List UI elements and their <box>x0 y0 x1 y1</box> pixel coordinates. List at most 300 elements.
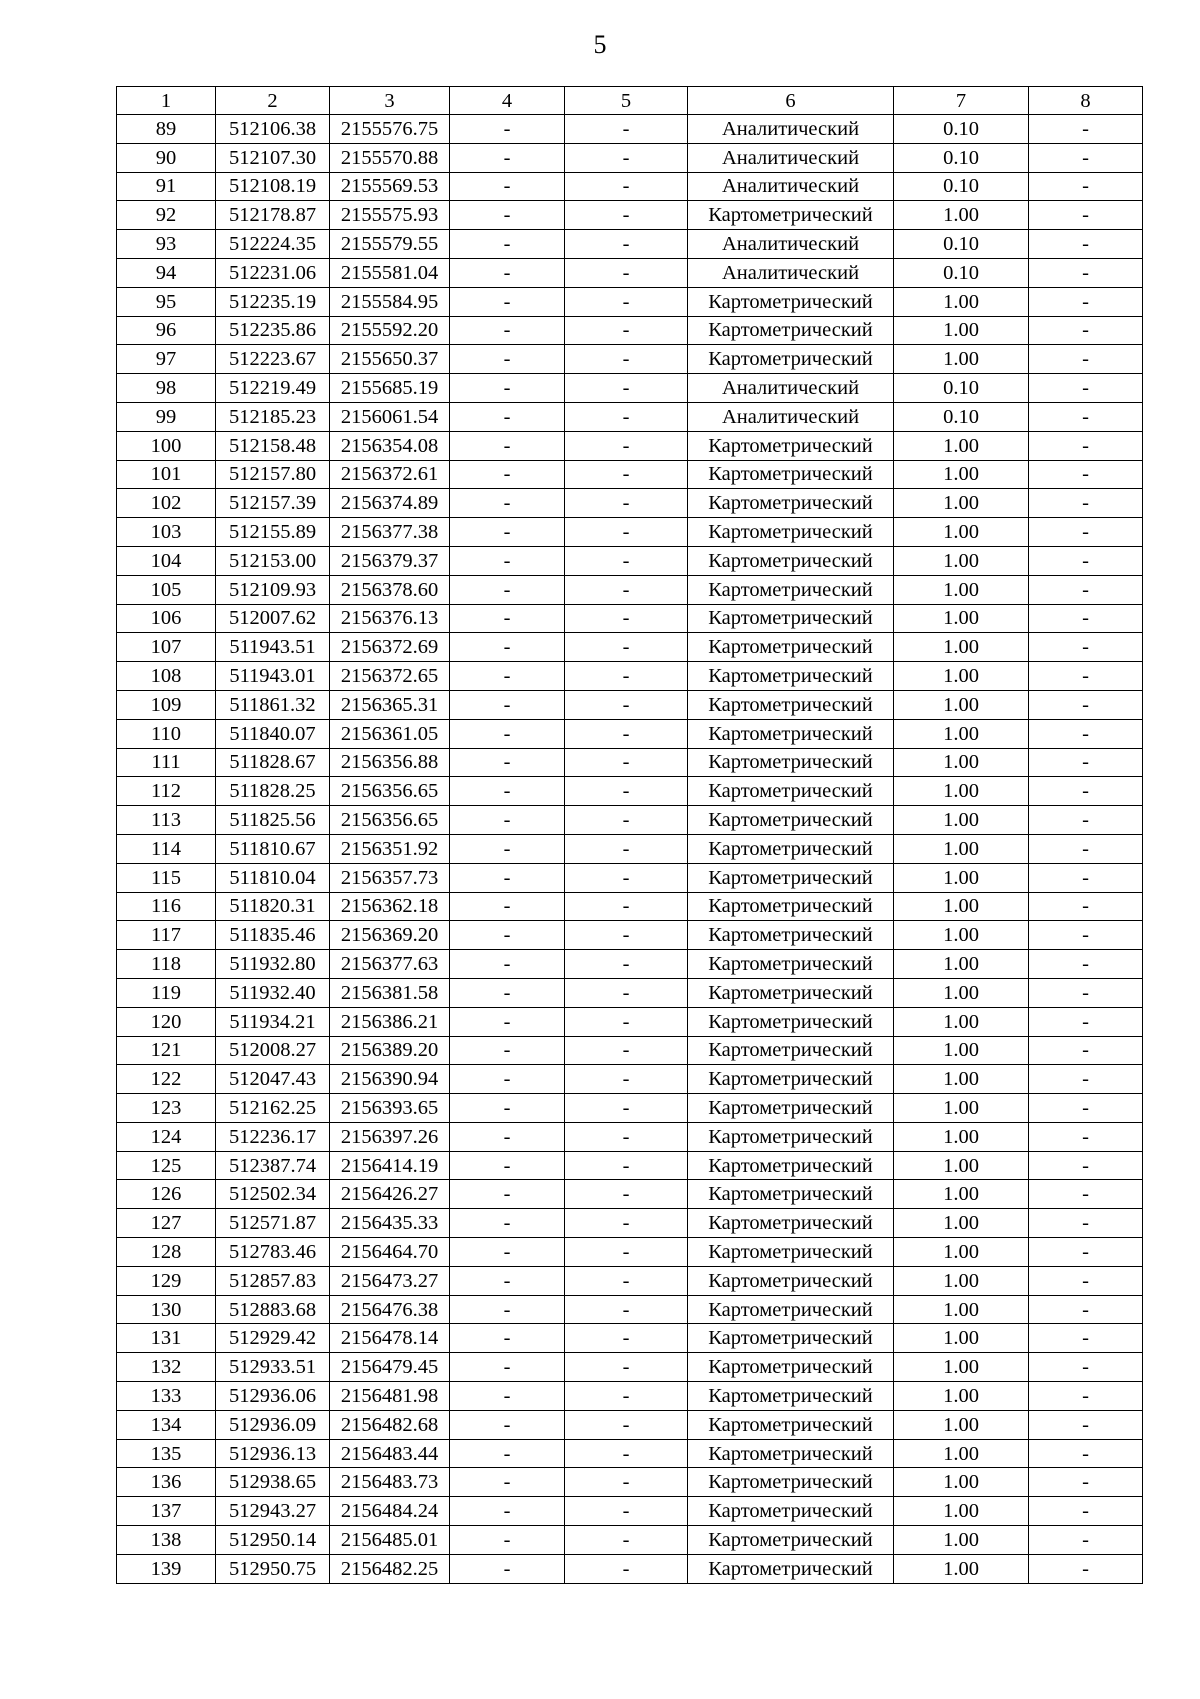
table-cell: 512936.13 <box>216 1439 330 1468</box>
table-row <box>117 834 1143 863</box>
table-cell: 512223.67 <box>216 345 330 374</box>
table-cell: Аналитический <box>688 258 894 287</box>
table-cell: - <box>450 115 565 144</box>
table-cell: - <box>1029 546 1143 575</box>
table-cell: Картометрический <box>688 892 894 921</box>
table-cell: - <box>565 460 688 489</box>
table-cell: 1.00 <box>894 345 1029 374</box>
table-cell: Картометрический <box>688 431 894 460</box>
table-cell: - <box>450 230 565 259</box>
table-cell: 512008.27 <box>216 1036 330 1065</box>
table-cell: - <box>1029 489 1143 518</box>
table-cell: - <box>565 1094 688 1123</box>
table-cell: 124 <box>117 1122 216 1151</box>
table-row <box>117 1410 1143 1439</box>
table-cell: 511932.80 <box>216 950 330 979</box>
table-row <box>117 115 1143 144</box>
table-cell: - <box>1029 892 1143 921</box>
table-cell: 512235.19 <box>216 287 330 316</box>
table-cell: - <box>450 1554 565 1583</box>
table-cell: - <box>450 1468 565 1497</box>
table-cell: - <box>1029 460 1143 489</box>
table-cell: - <box>565 258 688 287</box>
table-cell: 123 <box>117 1094 216 1123</box>
table-cell: 129 <box>117 1266 216 1295</box>
table-cell: 1.00 <box>894 662 1029 691</box>
table-cell: Картометрический <box>688 546 894 575</box>
table-cell: 511810.67 <box>216 834 330 863</box>
table-cell: Картометрический <box>688 287 894 316</box>
table-cell: 97 <box>117 345 216 374</box>
table-cell: 105 <box>117 575 216 604</box>
table-cell: - <box>450 172 565 201</box>
table-row <box>117 230 1143 259</box>
table-cell: - <box>1029 1410 1143 1439</box>
table-cell: Картометрический <box>688 1036 894 1065</box>
table-cell: - <box>1029 1295 1143 1324</box>
table-cell: 512936.06 <box>216 1382 330 1411</box>
table-cell: Картометрический <box>688 690 894 719</box>
table-cell: - <box>1029 1353 1143 1382</box>
table-cell: - <box>450 1036 565 1065</box>
table-cell: 1.00 <box>894 748 1029 777</box>
table-cell: - <box>1029 1209 1143 1238</box>
table-cell: - <box>450 834 565 863</box>
table-cell: - <box>1029 172 1143 201</box>
table-row <box>117 201 1143 230</box>
table-cell: 2156481.98 <box>330 1382 450 1411</box>
table-cell: Картометрический <box>688 748 894 777</box>
table-cell: 2156390.94 <box>330 1065 450 1094</box>
table-cell: 512108.19 <box>216 172 330 201</box>
table-cell: - <box>1029 518 1143 547</box>
table-cell: 1.00 <box>894 1295 1029 1324</box>
table-cell: - <box>450 143 565 172</box>
table-cell: 2156414.19 <box>330 1151 450 1180</box>
table-cell: - <box>565 1007 688 1036</box>
table-cell: 2156362.18 <box>330 892 450 921</box>
table-cell: - <box>565 201 688 230</box>
column-header: 1 <box>117 87 216 115</box>
table-cell: - <box>450 690 565 719</box>
table-cell: 1.00 <box>894 690 1029 719</box>
table-cell: 122 <box>117 1065 216 1094</box>
table-cell: 106 <box>117 604 216 633</box>
table-cell: - <box>450 1094 565 1123</box>
table-cell: 512933.51 <box>216 1353 330 1382</box>
table-cell: 2156365.31 <box>330 690 450 719</box>
table-cell: - <box>565 806 688 835</box>
table-cell: - <box>1029 834 1143 863</box>
table-cell: 1.00 <box>894 575 1029 604</box>
table-cell: - <box>565 1151 688 1180</box>
table-cell: 512938.65 <box>216 1468 330 1497</box>
table-cell: 2155685.19 <box>330 374 450 403</box>
table-cell: 131 <box>117 1324 216 1353</box>
table-cell: 1.00 <box>894 1353 1029 1382</box>
table-cell: - <box>450 1238 565 1267</box>
table-cell: - <box>1029 662 1143 691</box>
table-cell: 512783.46 <box>216 1238 330 1267</box>
table-row <box>117 316 1143 345</box>
table-cell: - <box>450 1439 565 1468</box>
table-cell: - <box>565 748 688 777</box>
table-cell: - <box>565 1439 688 1468</box>
table-cell: 2156482.68 <box>330 1410 450 1439</box>
table-cell: - <box>565 1209 688 1238</box>
table-row <box>117 1554 1143 1583</box>
table-cell: 512185.23 <box>216 402 330 431</box>
table-cell: 125 <box>117 1151 216 1180</box>
table-cell: - <box>1029 1238 1143 1267</box>
table-cell: Картометрический <box>688 1122 894 1151</box>
table-cell: 0.10 <box>894 374 1029 403</box>
column-header: 3 <box>330 87 450 115</box>
table-cell: 1.00 <box>894 1266 1029 1295</box>
table-cell: Картометрический <box>688 1238 894 1267</box>
table-cell: 1.00 <box>894 806 1029 835</box>
table-cell: 116 <box>117 892 216 921</box>
table-cell: Картометрический <box>688 1554 894 1583</box>
table-cell: - <box>450 431 565 460</box>
table-cell: - <box>450 978 565 1007</box>
table-cell: - <box>450 1065 565 1094</box>
table-cell: 139 <box>117 1554 216 1583</box>
table-cell: - <box>565 1497 688 1526</box>
table-cell: 115 <box>117 863 216 892</box>
table-cell: 512107.30 <box>216 143 330 172</box>
table-cell: 2156061.54 <box>330 402 450 431</box>
table-cell: 1.00 <box>894 1065 1029 1094</box>
table-cell: Картометрический <box>688 1353 894 1382</box>
table-cell: Картометрический <box>688 1209 894 1238</box>
table-cell: - <box>565 777 688 806</box>
table-cell: - <box>1029 1094 1143 1123</box>
table-cell: 1.00 <box>894 1526 1029 1555</box>
table-cell: Картометрический <box>688 201 894 230</box>
table-cell: - <box>1029 921 1143 950</box>
table-cell: 512153.00 <box>216 546 330 575</box>
table-cell: - <box>450 892 565 921</box>
table-cell: - <box>565 1295 688 1324</box>
table-cell: 1.00 <box>894 1324 1029 1353</box>
table-cell: 2156354.08 <box>330 431 450 460</box>
table-cell: 102 <box>117 489 216 518</box>
table-cell: 1.00 <box>894 1439 1029 1468</box>
table-cell: 2156473.27 <box>330 1266 450 1295</box>
table-cell: 2156435.33 <box>330 1209 450 1238</box>
table-cell: - <box>1029 402 1143 431</box>
table-cell: - <box>1029 1382 1143 1411</box>
table-cell: 1.00 <box>894 950 1029 979</box>
table-cell: 98 <box>117 374 216 403</box>
column-header: 7 <box>894 87 1029 115</box>
table-cell: - <box>565 921 688 950</box>
table-cell: 2156361.05 <box>330 719 450 748</box>
table-row <box>117 921 1143 950</box>
table-cell: Картометрический <box>688 1439 894 1468</box>
table-cell: - <box>450 950 565 979</box>
table-cell: - <box>565 1180 688 1209</box>
table-cell: - <box>565 633 688 662</box>
table-cell: - <box>1029 1526 1143 1555</box>
table-cell: Картометрический <box>688 1497 894 1526</box>
table-cell: - <box>1029 1497 1143 1526</box>
table-cell: - <box>450 402 565 431</box>
table-cell: 2156356.88 <box>330 748 450 777</box>
table-row <box>117 1324 1143 1353</box>
table-cell: - <box>450 719 565 748</box>
table-cell: Картометрический <box>688 719 894 748</box>
table-row <box>117 143 1143 172</box>
table-cell: 138 <box>117 1526 216 1555</box>
table-cell: 512106.38 <box>216 115 330 144</box>
table-cell: - <box>450 921 565 950</box>
table-cell: Картометрический <box>688 1526 894 1555</box>
table-cell: - <box>450 258 565 287</box>
table-cell: - <box>450 1295 565 1324</box>
table-cell: 132 <box>117 1353 216 1382</box>
table-cell: 2156356.65 <box>330 806 450 835</box>
table-cell: 1.00 <box>894 777 1029 806</box>
table-cell: 1.00 <box>894 719 1029 748</box>
table-cell: Картометрический <box>688 978 894 1007</box>
table-cell: Картометрический <box>688 1266 894 1295</box>
table-cell: 511840.07 <box>216 719 330 748</box>
table-cell: Картометрический <box>688 575 894 604</box>
column-header: 4 <box>450 87 565 115</box>
table-row <box>117 950 1143 979</box>
table-cell: - <box>565 863 688 892</box>
table-cell: 1.00 <box>894 978 1029 1007</box>
table-cell: 512231.06 <box>216 258 330 287</box>
table-row <box>117 863 1143 892</box>
table-cell: - <box>450 1382 565 1411</box>
table-cell: Картометрический <box>688 604 894 633</box>
table-cell: - <box>565 978 688 1007</box>
table-row <box>117 1180 1143 1209</box>
column-header: 2 <box>216 87 330 115</box>
table-cell: 2156377.38 <box>330 518 450 547</box>
table-cell: - <box>1029 1554 1143 1583</box>
table-cell: - <box>450 546 565 575</box>
table-cell: 107 <box>117 633 216 662</box>
table-cell: 1.00 <box>894 1180 1029 1209</box>
table-cell: - <box>565 1036 688 1065</box>
table-cell: 90 <box>117 143 216 172</box>
table-row <box>117 604 1143 633</box>
table-row <box>117 460 1143 489</box>
table-cell: - <box>565 518 688 547</box>
table-cell: Картометрический <box>688 1180 894 1209</box>
table-cell: 2156484.24 <box>330 1497 450 1526</box>
table-cell: Картометрический <box>688 777 894 806</box>
table-cell: 512162.25 <box>216 1094 330 1123</box>
table-cell: Картометрический <box>688 633 894 662</box>
table-cell: 2156397.26 <box>330 1122 450 1151</box>
table-row <box>117 1036 1143 1065</box>
table-cell: 2155579.55 <box>330 230 450 259</box>
table-cell: 512047.43 <box>216 1065 330 1094</box>
table-cell: 2156369.20 <box>330 921 450 950</box>
table-cell: - <box>1029 316 1143 345</box>
table-cell: 2156476.38 <box>330 1295 450 1324</box>
table-cell: - <box>565 1238 688 1267</box>
table-cell: Картометрический <box>688 1410 894 1439</box>
table-cell: 93 <box>117 230 216 259</box>
table-cell: 2156479.45 <box>330 1353 450 1382</box>
table-cell: Аналитический <box>688 402 894 431</box>
table-row <box>117 489 1143 518</box>
table-row <box>117 431 1143 460</box>
table-cell: 511828.25 <box>216 777 330 806</box>
table-cell: - <box>1029 806 1143 835</box>
table-row <box>117 978 1143 1007</box>
table-cell: 512502.34 <box>216 1180 330 1209</box>
column-header: 5 <box>565 87 688 115</box>
table-cell: - <box>565 690 688 719</box>
header-row <box>117 87 1143 115</box>
table-cell: Картометрический <box>688 1065 894 1094</box>
table-row <box>117 518 1143 547</box>
table-cell: 1.00 <box>894 1094 1029 1123</box>
table-cell: 1.00 <box>894 1151 1029 1180</box>
table-row <box>117 1209 1143 1238</box>
table-cell: 0.10 <box>894 258 1029 287</box>
table-cell: 92 <box>117 201 216 230</box>
table-cell: 119 <box>117 978 216 1007</box>
table-cell: Картометрический <box>688 863 894 892</box>
table-header <box>117 87 1143 115</box>
table-cell: 1.00 <box>894 1410 1029 1439</box>
table-cell: 1.00 <box>894 892 1029 921</box>
table-row <box>117 1094 1143 1123</box>
table-cell: 0.10 <box>894 172 1029 201</box>
table-cell: - <box>1029 1468 1143 1497</box>
table-cell: 112 <box>117 777 216 806</box>
table-row <box>117 1497 1143 1526</box>
table-cell: 1.00 <box>894 1122 1029 1151</box>
table-cell: 512007.62 <box>216 604 330 633</box>
column-header: 8 <box>1029 87 1143 115</box>
table-cell: - <box>565 662 688 691</box>
table-cell: - <box>565 1353 688 1382</box>
table-cell: Картометрический <box>688 1468 894 1497</box>
table-cell: - <box>1029 1007 1143 1036</box>
table-cell: - <box>450 748 565 777</box>
table-cell: 2155650.37 <box>330 345 450 374</box>
table-cell: 2155581.04 <box>330 258 450 287</box>
table-cell: 2156426.27 <box>330 1180 450 1209</box>
table-cell: - <box>450 1209 565 1238</box>
table-cell: - <box>1029 1439 1143 1468</box>
table-cell: 2156483.44 <box>330 1439 450 1468</box>
table-row <box>117 374 1143 403</box>
table-cell: - <box>1029 1324 1143 1353</box>
table-cell: 2156351.92 <box>330 834 450 863</box>
table-cell: - <box>450 460 565 489</box>
table-cell: - <box>450 1007 565 1036</box>
table-cell: Картометрический <box>688 1151 894 1180</box>
table-row <box>117 1468 1143 1497</box>
table-cell: 135 <box>117 1439 216 1468</box>
coordinates-table <box>116 86 1143 1584</box>
table-row <box>117 402 1143 431</box>
table-cell: - <box>1029 575 1143 604</box>
table-cell: Аналитический <box>688 143 894 172</box>
table-cell: - <box>1029 1122 1143 1151</box>
table-cell: 2156372.65 <box>330 662 450 691</box>
table-row <box>117 546 1143 575</box>
table-cell: 100 <box>117 431 216 460</box>
table-cell: 2156485.01 <box>330 1526 450 1555</box>
table-cell: 2156357.73 <box>330 863 450 892</box>
table-cell: - <box>450 1410 565 1439</box>
table-cell: - <box>450 1122 565 1151</box>
table-cell: 136 <box>117 1468 216 1497</box>
table-cell: Картометрический <box>688 345 894 374</box>
table-cell: - <box>1029 287 1143 316</box>
table-cell: - <box>565 316 688 345</box>
table-cell: - <box>565 345 688 374</box>
table-row <box>117 1238 1143 1267</box>
table-cell: 1.00 <box>894 834 1029 863</box>
table-cell: Картометрический <box>688 834 894 863</box>
table-row <box>117 345 1143 374</box>
table-cell: - <box>1029 115 1143 144</box>
table-row <box>117 748 1143 777</box>
table-row <box>117 172 1143 201</box>
table-cell: 2155570.88 <box>330 143 450 172</box>
table-cell: - <box>565 287 688 316</box>
table-cell: 2155592.20 <box>330 316 450 345</box>
table-cell: 511943.51 <box>216 633 330 662</box>
table-cell: - <box>450 374 565 403</box>
table-cell: - <box>565 1122 688 1151</box>
table-row <box>117 1439 1143 1468</box>
table-cell: 512929.42 <box>216 1324 330 1353</box>
table-cell: - <box>450 806 565 835</box>
table-cell: - <box>1029 748 1143 777</box>
table-cell: - <box>450 1151 565 1180</box>
table-cell: 512158.48 <box>216 431 330 460</box>
table-cell: 1.00 <box>894 921 1029 950</box>
table-row <box>117 719 1143 748</box>
table-cell: 511810.04 <box>216 863 330 892</box>
table-cell: 512943.27 <box>216 1497 330 1526</box>
table-cell: - <box>565 1468 688 1497</box>
table-cell: 101 <box>117 460 216 489</box>
table-cell: 1.00 <box>894 489 1029 518</box>
table-cell: - <box>565 143 688 172</box>
table-cell: 110 <box>117 719 216 748</box>
table-row <box>117 806 1143 835</box>
table-cell: - <box>450 633 565 662</box>
table-cell: 1.00 <box>894 1209 1029 1238</box>
page-number: 5 <box>593 30 607 59</box>
table-cell: 512235.86 <box>216 316 330 345</box>
table-row <box>117 633 1143 662</box>
table-cell: - <box>565 431 688 460</box>
table-cell: - <box>450 777 565 806</box>
table-row <box>117 1266 1143 1295</box>
table-cell: - <box>1029 863 1143 892</box>
table-cell: 99 <box>117 402 216 431</box>
table-cell: - <box>1029 1036 1143 1065</box>
table-row <box>117 1526 1143 1555</box>
table-cell: - <box>450 287 565 316</box>
table-cell: - <box>565 1526 688 1555</box>
